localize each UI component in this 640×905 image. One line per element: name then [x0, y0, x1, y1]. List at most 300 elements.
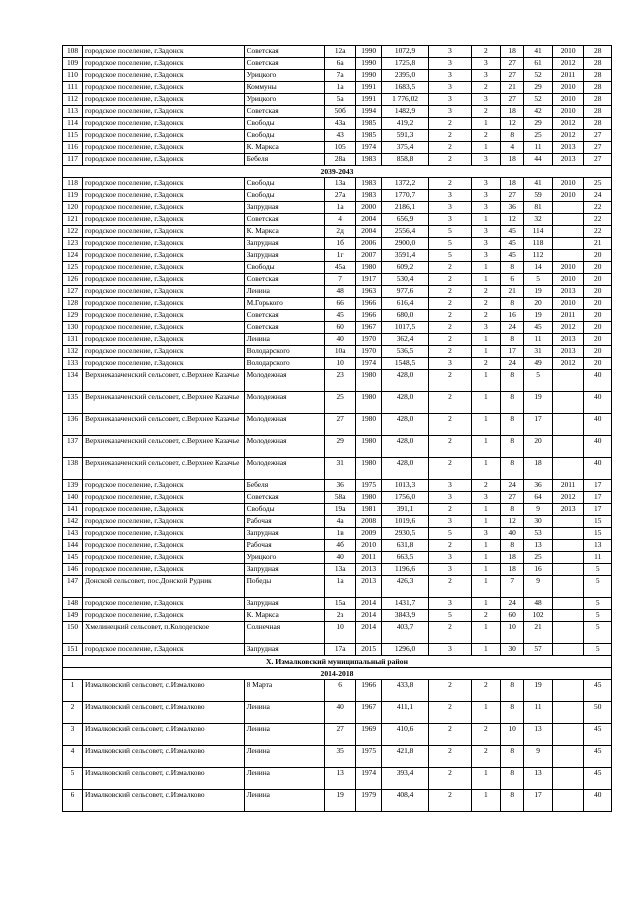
row-street: М.Горького	[244, 298, 324, 310]
row-entrances: 3	[471, 226, 501, 238]
row-year: 2013	[356, 564, 381, 576]
row-apartments: 21	[501, 82, 524, 94]
row-year: 2013	[356, 576, 381, 598]
row-number: 121	[63, 214, 83, 226]
row-street: Советская	[244, 322, 324, 334]
row-wear: 17	[584, 504, 612, 516]
row-house: 7	[324, 274, 356, 286]
row-residents: 41	[524, 178, 553, 190]
row-area: 433,8	[381, 680, 429, 702]
row-last-repair-year	[552, 610, 584, 622]
row-year: 1967	[356, 702, 381, 724]
row-house: 66	[324, 298, 356, 310]
row-locality: городское поселение, г.Задонск	[83, 178, 245, 190]
row-floors: 3	[429, 94, 471, 106]
table-row	[63, 552, 612, 564]
row-street: К. Маркса	[244, 610, 324, 622]
row-house: 19	[324, 790, 356, 812]
table-row	[63, 190, 612, 202]
row-house: 12а	[324, 46, 356, 58]
row-area: 362,4	[381, 334, 429, 346]
row-locality: городское поселение, г.Задонск	[83, 504, 245, 516]
table-row	[63, 746, 612, 768]
row-floors: 2	[429, 274, 471, 286]
section-header-row	[63, 166, 612, 178]
row-number: 148	[63, 598, 83, 610]
row-wear: 24	[584, 190, 612, 202]
row-house: 27	[324, 414, 356, 436]
row-wear: 40	[584, 370, 612, 392]
row-year: 1980	[356, 392, 381, 414]
row-locality: городское поселение, г.Задонск	[83, 286, 245, 298]
row-last-repair-year: 2010	[552, 82, 584, 94]
row-year: 2000	[356, 202, 381, 214]
row-wear: 5	[584, 576, 612, 598]
row-year: 2009	[356, 528, 381, 540]
row-entrances: 1	[471, 142, 501, 154]
row-number: 139	[63, 480, 83, 492]
row-street: К. Маркса	[244, 142, 324, 154]
row-entrances: 1	[471, 414, 501, 436]
row-locality: городское поселение, г.Задонск	[83, 540, 245, 552]
row-street: Запрудная	[244, 564, 324, 576]
row-number: 151	[63, 644, 83, 656]
row-area: 591,3	[381, 130, 429, 142]
row-year: 1917	[356, 274, 381, 286]
row-number: 145	[63, 552, 83, 564]
row-area: 609,2	[381, 262, 429, 274]
row-year: 1991	[356, 94, 381, 106]
row-locality: городское поселение, г.Задонск	[83, 564, 245, 576]
row-apartments: 7	[501, 576, 524, 598]
row-number: 113	[63, 106, 83, 118]
table-row	[63, 130, 612, 142]
row-street: Свободы	[244, 190, 324, 202]
row-last-repair-year	[552, 436, 584, 458]
row-area: 1 776,02	[381, 94, 429, 106]
row-last-repair-year	[552, 370, 584, 392]
row-last-repair-year	[552, 238, 584, 250]
row-wear: 50	[584, 702, 612, 724]
row-entrances: 2	[471, 130, 501, 142]
row-locality: городское поселение, г.Задонск	[83, 106, 245, 118]
row-locality: Измалковский сельсовет, с.Измалково	[83, 680, 245, 702]
row-entrances: 2	[471, 724, 501, 746]
table-row	[63, 250, 612, 262]
row-entrances: 1	[471, 214, 501, 226]
row-number: 149	[63, 610, 83, 622]
row-number: 129	[63, 310, 83, 322]
table-row	[63, 358, 612, 370]
row-house: 2з	[324, 610, 356, 622]
row-house: 4а	[324, 516, 356, 528]
row-year: 2011	[356, 552, 381, 564]
row-locality: Верхнеказаченский сельсовет, с.Верхнее Казачье	[83, 370, 245, 392]
row-floors: 2	[429, 130, 471, 142]
row-number: 1	[63, 680, 83, 702]
row-apartments: 18	[501, 564, 524, 576]
row-residents: 49	[524, 358, 553, 370]
row-residents: 17	[524, 414, 553, 436]
row-area: 656,9	[381, 214, 429, 226]
row-street: Свободы	[244, 130, 324, 142]
row-wear: 20	[584, 250, 612, 262]
row-apartments: 12	[501, 118, 524, 130]
row-house: 6а	[324, 58, 356, 70]
row-floors: 3	[429, 644, 471, 656]
row-number: 115	[63, 130, 83, 142]
row-year: 1975	[356, 480, 381, 492]
table-row	[63, 214, 612, 226]
row-floors: 3	[429, 598, 471, 610]
row-year: 1980	[356, 492, 381, 504]
row-area: 410,6	[381, 724, 429, 746]
row-floors: 2	[429, 262, 471, 274]
row-number: 131	[63, 334, 83, 346]
row-wear: 28	[584, 82, 612, 94]
row-residents: 11	[524, 334, 553, 346]
row-wear: 21	[584, 238, 612, 250]
row-street: Ленина	[244, 702, 324, 724]
row-year: 2014	[356, 598, 381, 610]
row-apartments: 40	[501, 528, 524, 540]
row-house: 45а	[324, 262, 356, 274]
row-wear: 28	[584, 58, 612, 70]
row-wear: 20	[584, 310, 612, 322]
row-residents: 44	[524, 154, 553, 166]
row-house: 10	[324, 358, 356, 370]
row-residents: 9	[524, 576, 553, 598]
row-last-repair-year	[552, 724, 584, 746]
row-last-repair-year: 2012	[552, 492, 584, 504]
row-street: Рабочая	[244, 516, 324, 528]
row-number: 123	[63, 238, 83, 250]
row-wear: 28	[584, 70, 612, 82]
row-last-repair-year	[552, 516, 584, 528]
row-wear: 20	[584, 322, 612, 334]
row-wear: 5	[584, 610, 612, 622]
table-row	[63, 540, 612, 552]
row-residents: 5	[524, 370, 553, 392]
row-entrances: 3	[471, 94, 501, 106]
row-street: Свободы	[244, 262, 324, 274]
row-house: 1б	[324, 238, 356, 250]
row-street: Запрудная	[244, 202, 324, 214]
section-title: 2039-2043	[63, 166, 612, 178]
row-last-repair-year	[552, 414, 584, 436]
row-area: 536,5	[381, 346, 429, 358]
row-area: 421,8	[381, 746, 429, 768]
row-wear: 22	[584, 226, 612, 238]
row-apartments: 18	[501, 178, 524, 190]
row-year: 1994	[356, 106, 381, 118]
row-year: 1966	[356, 680, 381, 702]
row-street: Молодежная	[244, 436, 324, 458]
row-locality: городское поселение, г.Задонск	[83, 70, 245, 82]
row-residents: 16	[524, 564, 553, 576]
row-residents: 13	[524, 540, 553, 552]
row-year: 1975	[356, 746, 381, 768]
row-locality: городское поселение, г.Задонск	[83, 94, 245, 106]
row-last-repair-year	[552, 528, 584, 540]
row-wear: 45	[584, 680, 612, 702]
row-number: 140	[63, 492, 83, 504]
row-street: Володарского	[244, 346, 324, 358]
row-floors: 2	[429, 370, 471, 392]
row-street: Запрудная	[244, 250, 324, 262]
row-locality: Измалковский сельсовет, с.Измалково	[83, 724, 245, 746]
row-locality: городское поселение, г.Задонск	[83, 298, 245, 310]
row-street: Свободы	[244, 118, 324, 130]
row-street: Запрудная	[244, 238, 324, 250]
row-street: Победы	[244, 576, 324, 598]
row-number: 120	[63, 202, 83, 214]
row-street: Урицкого	[244, 552, 324, 564]
row-house: 10	[324, 622, 356, 644]
table-row	[63, 702, 612, 724]
row-wear: 27	[584, 130, 612, 142]
row-last-repair-year: 2011	[552, 480, 584, 492]
row-floors: 2	[429, 702, 471, 724]
row-house: 27	[324, 724, 356, 746]
row-locality: городское поселение, г.Задонск	[83, 118, 245, 130]
row-entrances: 1	[471, 370, 501, 392]
row-apartments: 36	[501, 202, 524, 214]
row-wear: 11	[584, 552, 612, 564]
row-number: 122	[63, 226, 83, 238]
row-last-repair-year	[552, 458, 584, 480]
row-entrances: 1	[471, 504, 501, 516]
row-wear: 28	[584, 46, 612, 58]
table-row	[63, 564, 612, 576]
row-street: Советская	[244, 214, 324, 226]
row-area: 3591,4	[381, 250, 429, 262]
row-area: 1072,9	[381, 46, 429, 58]
row-apartments: 60	[501, 610, 524, 622]
row-house: 60	[324, 322, 356, 334]
row-locality: городское поселение, г.Задонск	[83, 552, 245, 564]
row-street: Молодежная	[244, 458, 324, 480]
row-residents: 32	[524, 214, 553, 226]
row-floors: 3	[429, 190, 471, 202]
row-locality: городское поселение, г.Задонск	[83, 310, 245, 322]
row-year: 2004	[356, 226, 381, 238]
row-house: 2д	[324, 226, 356, 238]
row-entrances: 1	[471, 598, 501, 610]
row-house: 36	[324, 480, 356, 492]
row-area: 2395,0	[381, 70, 429, 82]
row-house: 40	[324, 702, 356, 724]
row-last-repair-year: 2012	[552, 58, 584, 70]
row-number: 119	[63, 190, 83, 202]
row-residents: 102	[524, 610, 553, 622]
row-locality: городское поселение, г.Задонск	[83, 358, 245, 370]
row-floors: 2	[429, 436, 471, 458]
row-area: 2900,0	[381, 238, 429, 250]
row-number: 116	[63, 142, 83, 154]
row-apartments: 24	[501, 322, 524, 334]
row-year: 2006	[356, 238, 381, 250]
row-floors: 3	[429, 82, 471, 94]
row-street: Советская	[244, 106, 324, 118]
row-residents: 53	[524, 528, 553, 540]
table-row	[63, 298, 612, 310]
table-row	[63, 576, 612, 598]
row-street: Ленина	[244, 286, 324, 298]
row-house: 15а	[324, 598, 356, 610]
row-street: Рабочая	[244, 540, 324, 552]
row-number: 142	[63, 516, 83, 528]
row-year: 2008	[356, 516, 381, 528]
row-entrances: 3	[471, 178, 501, 190]
row-house: 7а	[324, 70, 356, 82]
row-last-repair-year: 2012	[552, 322, 584, 334]
row-locality: городское поселение, г.Задонск	[83, 58, 245, 70]
section-title: 2014-2018	[63, 668, 612, 680]
row-wear: 25	[584, 178, 612, 190]
row-last-repair-year: 2011	[552, 70, 584, 82]
row-area: 1372,2	[381, 178, 429, 190]
row-area: 1548,5	[381, 358, 429, 370]
row-street: Володарского	[244, 358, 324, 370]
row-wear: 27	[584, 154, 612, 166]
row-house: 23	[324, 370, 356, 392]
table-row	[63, 528, 612, 540]
row-area: 1431,7	[381, 598, 429, 610]
row-house: 29	[324, 436, 356, 458]
row-locality: городское поселение, г.Задонск	[83, 238, 245, 250]
row-street: Ленина	[244, 724, 324, 746]
row-entrances: 2	[471, 480, 501, 492]
row-last-repair-year	[552, 564, 584, 576]
row-apartments: 16	[501, 310, 524, 322]
row-last-repair-year: 2013	[552, 142, 584, 154]
row-entrances: 1	[471, 564, 501, 576]
row-last-repair-year: 2013	[552, 346, 584, 358]
row-house: 28а	[324, 154, 356, 166]
row-entrances: 1	[471, 392, 501, 414]
row-residents: 9	[524, 504, 553, 516]
row-year: 2007	[356, 250, 381, 262]
row-residents: 52	[524, 94, 553, 106]
row-entrances: 3	[471, 492, 501, 504]
row-year: 1967	[356, 322, 381, 334]
row-year: 1983	[356, 190, 381, 202]
row-house: 31	[324, 458, 356, 480]
row-apartments: 8	[501, 680, 524, 702]
row-residents: 19	[524, 286, 553, 298]
row-house: 43	[324, 130, 356, 142]
row-residents: 118	[524, 238, 553, 250]
row-area: 1196,6	[381, 564, 429, 576]
row-locality: Измалковский сельсовет, с.Измалково	[83, 790, 245, 812]
row-apartments: 27	[501, 190, 524, 202]
row-area: 530,4	[381, 274, 429, 286]
row-wear: 5	[584, 644, 612, 656]
row-apartments: 27	[501, 94, 524, 106]
row-street: Молодежная	[244, 414, 324, 436]
row-street: Запрудная	[244, 528, 324, 540]
row-floors: 2	[429, 724, 471, 746]
row-number: 132	[63, 346, 83, 358]
table-row	[63, 82, 612, 94]
row-floors: 5	[429, 610, 471, 622]
row-house: 1а	[324, 202, 356, 214]
row-street: Бебеля	[244, 480, 324, 492]
row-floors: 3	[429, 106, 471, 118]
row-house: 40	[324, 552, 356, 564]
row-entrances: 1	[471, 516, 501, 528]
row-number: 4	[63, 746, 83, 768]
row-year: 1985	[356, 118, 381, 130]
row-wear: 28	[584, 94, 612, 106]
row-number: 127	[63, 286, 83, 298]
row-number: 136	[63, 414, 83, 436]
row-residents: 64	[524, 492, 553, 504]
row-wear: 20	[584, 334, 612, 346]
row-last-repair-year	[552, 790, 584, 812]
row-entrances: 1	[471, 334, 501, 346]
row-last-repair-year	[552, 622, 584, 644]
row-last-repair-year	[552, 598, 584, 610]
row-floors: 2	[429, 622, 471, 644]
table-row	[63, 768, 612, 790]
row-apartments: 8	[501, 768, 524, 790]
row-area: 1756,0	[381, 492, 429, 504]
row-house: 35	[324, 746, 356, 768]
row-number: 5	[63, 768, 83, 790]
row-last-repair-year: 2013	[552, 334, 584, 346]
row-number: 110	[63, 70, 83, 82]
row-house: 10а	[324, 346, 356, 358]
table-row	[63, 238, 612, 250]
table-row	[63, 458, 612, 480]
row-entrances: 3	[471, 322, 501, 334]
row-area: 1725,8	[381, 58, 429, 70]
row-last-repair-year: 2013	[552, 154, 584, 166]
row-last-repair-year: 2010	[552, 106, 584, 118]
row-entrances: 1	[471, 768, 501, 790]
row-apartments: 24	[501, 598, 524, 610]
table-row	[63, 334, 612, 346]
row-street: Советская	[244, 46, 324, 58]
row-number: 111	[63, 82, 83, 94]
table-row	[63, 516, 612, 528]
row-residents: 81	[524, 202, 553, 214]
row-area: 426,3	[381, 576, 429, 598]
row-house: 27а	[324, 190, 356, 202]
row-entrances: 1	[471, 436, 501, 458]
row-area: 1770,7	[381, 190, 429, 202]
row-number: 114	[63, 118, 83, 130]
row-street: Молодежная	[244, 392, 324, 414]
section-header-row	[63, 668, 612, 680]
table-row	[63, 504, 612, 516]
row-last-repair-year	[552, 540, 584, 552]
row-street: Урицкого	[244, 94, 324, 106]
row-apartments: 30	[501, 644, 524, 656]
row-residents: 29	[524, 82, 553, 94]
row-last-repair-year: 2010	[552, 46, 584, 58]
row-entrances: 1	[471, 262, 501, 274]
row-year: 1966	[356, 298, 381, 310]
row-locality: Верхнеказаченский сельсовет, с.Верхнее Казачье	[83, 436, 245, 458]
table-row	[63, 370, 612, 392]
row-entrances: 1	[471, 274, 501, 286]
row-entrances: 3	[471, 58, 501, 70]
row-floors: 5	[429, 250, 471, 262]
row-year: 1981	[356, 504, 381, 516]
